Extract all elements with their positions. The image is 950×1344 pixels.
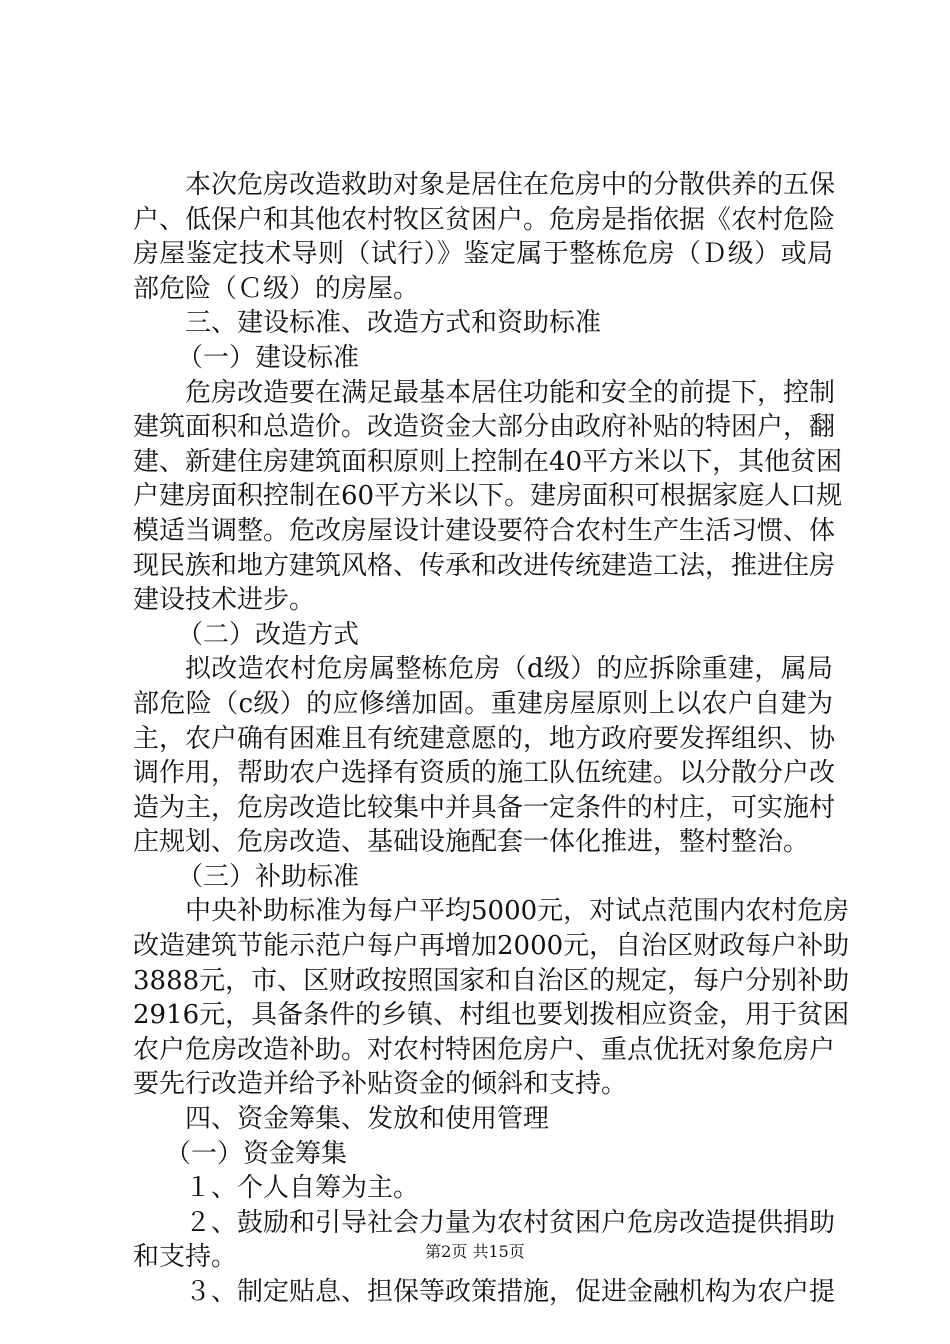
paragraph-line: 主，农户确有困难且有统建意愿的，地方政府要发挥组织、协	[133, 723, 836, 754]
paragraph-line: 中央补助标准为每户平均5000元，对试点范围内农村危房	[185, 896, 850, 927]
section-heading: 四、资金筹集、发放和使用管理	[185, 1104, 550, 1135]
paragraph-line: 调作用，帮助农户选择有资质的施工队伍统建。以分散分户改	[133, 758, 836, 789]
paragraph-line: 拟改造农村危房属整栋危房（d级）的应拆除重建，属局	[185, 654, 833, 685]
paragraph-line: 现民族和地方建筑风格、传承和改进传统建造工法，推进住房	[133, 550, 836, 581]
paragraph-line: 要先行改造并给予补贴资金的倾斜和支持。	[133, 1069, 628, 1100]
paragraph-line: 户、低保户和其他农村牧区贫困户。危房是指依据《农村危险	[133, 204, 836, 235]
paragraph-line: 造为主，危房改造比较集中并具备一定条件的村庄，可实施村	[133, 792, 836, 823]
paragraph-line: 庄规划、危房改造、基础设施配套一体化推进，整村整治。	[133, 827, 810, 858]
paragraph-line: 农户危房改造补助。对农村特困危房户、重点优抚对象危房户	[133, 1034, 836, 1065]
paragraph-line: 本次危房改造救助对象是居住在危房中的分散供养的五保	[185, 170, 836, 200]
paragraph-line: 建筑面积和总造价。改造资金大部分由政府补贴的特困户，翻	[133, 412, 836, 443]
page-footer: 第2页 共15页	[425, 1242, 525, 1261]
list-item: ３、制定贴息、担保等政策措施，促进金融机构为农户提	[185, 1277, 836, 1307]
paragraph-line: 建设技术进步。	[133, 585, 316, 616]
paragraph-line: 模适当调整。危改房屋设计建设要符合农村生产生活习惯、体	[133, 515, 836, 546]
paragraph-line: 改造建筑节能示范户每户再增加2000元，自治区财政每户补助	[133, 931, 850, 962]
paragraph-line: 2916元，具备条件的乡镇、村组也要划拨相应资金，用于贫困	[133, 1000, 850, 1031]
paragraph-line: 3888元，市、区财政按照国家和自治区的规定，每户分别补助	[133, 965, 850, 996]
subsection-heading: （一）建设标准	[177, 342, 360, 373]
paragraph-line: 部危险（c级）的应修缮加固。重建房屋原则上以农户自建为	[133, 688, 833, 719]
paragraph-line: 危房改造要在满足最基本居住功能和安全的前提下，控制	[185, 377, 836, 408]
paragraph-line: 建、新建住房建筑面积原则上控制在40平方米以下，其他贫困	[133, 446, 843, 477]
list-item-continuation: 和支持。	[133, 1242, 238, 1273]
paragraph-line: 户建房面积控制在60平方米以下。建房面积可根据家庭人口规	[133, 481, 843, 512]
paragraph-line: 部危险（Ｃ级）的房屋。	[133, 273, 420, 304]
list-item: ２、鼓励和引导社会力量为农村贫困户危房改造提供捐助	[185, 1207, 836, 1238]
subsection-heading: （一）资金筹集	[165, 1138, 348, 1169]
subsection-heading: （二）改造方式	[177, 619, 360, 650]
paragraph-line: 房屋鉴定技术导则（试行）》鉴定属于整栋危房（Ｄ级）或局	[133, 239, 833, 270]
document-body	[133, 168, 850, 1310]
section-heading: 三、建设标准、改造方式和资助标准	[185, 308, 602, 339]
list-item: １、个人自筹为主。	[185, 1173, 420, 1204]
subsection-heading: （三）补助标准	[177, 861, 360, 892]
